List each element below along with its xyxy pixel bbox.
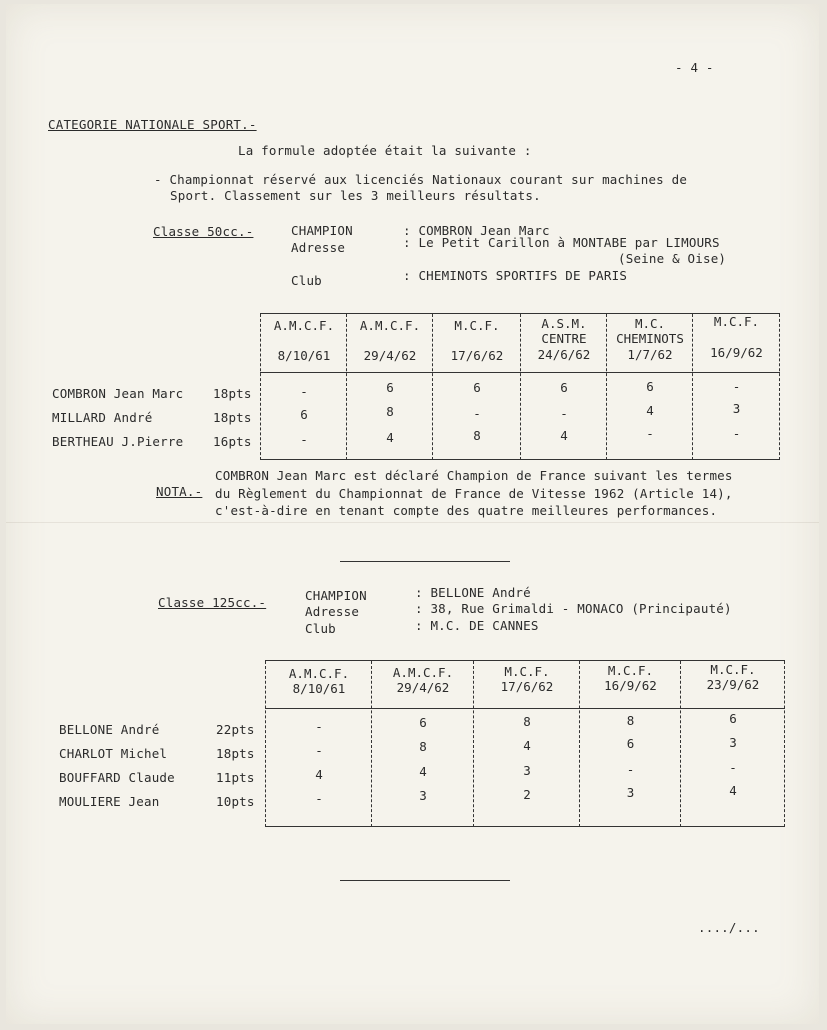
class50-col5-date: 1/7/62: [627, 347, 673, 362]
table-row-points: 18pts: [213, 410, 252, 425]
class125-address-value: : 38, Rue Grimaldi - MONACO (Principauté): [415, 601, 732, 616]
table-cell: -: [626, 762, 635, 777]
table-row-points: 16pts: [213, 434, 252, 449]
table-cell: 3: [732, 401, 741, 416]
class50-champion-value: : COMBRON Jean Marc: [403, 223, 550, 238]
table-row-name: COMBRON Jean Marc: [52, 386, 184, 401]
table-row-name: BOUFFARD Claude: [59, 770, 175, 785]
table-cell: 6: [473, 380, 481, 395]
table-row-name: CHARLOT Michel: [59, 746, 168, 761]
table-cell: -: [646, 426, 654, 441]
class125-col3-date: 17/6/62: [500, 679, 554, 694]
table-cell: -: [732, 426, 741, 441]
separator-line: [340, 880, 510, 881]
document-page: [6, 4, 819, 1024]
nota-label: NOTA.-: [156, 484, 203, 499]
class125-col4-date: 16/9/62: [604, 678, 657, 693]
table-cell: -: [560, 406, 568, 421]
class50-title: Classe 50cc.-: [153, 224, 254, 239]
class125-col1-club: A.M.C.F.: [288, 666, 350, 681]
class50-address-value2: (Seine & Oise): [618, 251, 727, 266]
class50-col6-club: M.C.F.: [713, 314, 760, 329]
class50-col4-club: A.S.M.: [541, 316, 587, 331]
table-cell: 4: [386, 430, 394, 445]
table-cell: -: [729, 760, 737, 775]
class125-col3-club: M.C.F.: [504, 664, 550, 679]
table-cell: 3: [729, 735, 737, 750]
table-cell: -: [315, 791, 323, 806]
class50-col3-club: M.C.F.: [454, 318, 500, 333]
table-cell: 2: [523, 787, 531, 802]
table-row-points: 18pts: [213, 386, 252, 401]
table-cell: 4: [315, 767, 323, 782]
table-cell: 8: [419, 739, 427, 754]
nota-line-2: du Règlement du Championnat de France de Vitesse 1962 (Article 14),: [215, 486, 733, 501]
table-cell: 3: [419, 788, 427, 803]
table-cell: -: [315, 719, 323, 734]
class50-col5-club2: CHEMINOTS: [616, 331, 684, 346]
class125-club-value: : M.C. DE CANNES: [415, 618, 539, 633]
table-row-points: 22pts: [216, 722, 255, 737]
table-cell: 3: [523, 763, 531, 778]
table-row-name: BELLONE André: [59, 722, 160, 737]
table-row-points: 11pts: [216, 770, 255, 785]
table-cell: 8: [626, 713, 635, 728]
class125-col5-date: 23/9/62: [706, 677, 760, 692]
class50-address-label: Adresse: [291, 240, 346, 255]
class50-address-value: : Le Petit Carillon à MONTABE par LIMOURS: [403, 235, 720, 250]
table-cell: -: [473, 406, 481, 421]
table-cell: 6: [300, 407, 308, 422]
table-row-name: MILLARD André: [52, 410, 153, 425]
class50-col4-club2: CENTRE: [541, 331, 587, 346]
rule-line-2: Sport. Classement sur les 3 meilleurs résultats.: [170, 188, 541, 203]
table-cell: -: [300, 384, 308, 399]
class125-col5-club: M.C.F.: [710, 662, 756, 677]
table-cell: 4: [523, 738, 531, 753]
table-row-points: 18pts: [216, 746, 255, 761]
continuation-mark: ..../...: [698, 920, 760, 935]
class125-col2-date: 29/4/62: [396, 680, 450, 695]
class50-col4-date: 24/6/62: [537, 347, 591, 362]
rule-line-1: - Championnat réservé aux licenciés Nationaux courant sur machines de: [154, 172, 688, 187]
class50-club-label: Club: [291, 273, 322, 288]
table-cell: 4: [646, 403, 654, 418]
class125-champion-value: : BELLONE André: [415, 585, 531, 600]
class125-col1-date: 8/10/61: [292, 681, 346, 696]
nota-line-1: COMBRON Jean Marc est déclaré Champion de France suivant les termes: [215, 468, 733, 483]
table-cell: 4: [419, 764, 427, 779]
class50-col1-club: A.M.C.F.: [273, 318, 335, 333]
table-cell: 6: [386, 380, 394, 395]
category-title: CATEGORIE NATIONALE SPORT.-: [48, 117, 257, 132]
table-row-name: BERTHEAU J.Pierre: [52, 434, 184, 449]
table-cell: 6: [419, 715, 427, 730]
class125-address-label: Adresse: [305, 604, 360, 619]
class125-title: Classe 125cc.-: [158, 595, 267, 610]
class50-club-value: : CHEMINOTS SPORTIFS DE PARIS: [403, 268, 628, 283]
class125-champion-label: CHAMPION: [305, 588, 367, 603]
class50-col1-date: 8/10/61: [277, 348, 331, 363]
separator-line: [340, 561, 510, 562]
class50-champion-label: CHAMPION: [291, 223, 353, 238]
class50-col3-date: 17/6/62: [450, 348, 504, 363]
table-cell: -: [315, 743, 323, 758]
table-cell: 8: [473, 428, 481, 443]
class50-col2-club: A.M.C.F.: [359, 318, 421, 333]
table-cell: 6: [646, 379, 654, 394]
class125-col2-club: A.M.C.F.: [392, 665, 454, 680]
table-cell: 4: [729, 783, 737, 798]
intro-text: La formule adoptée était la suivante :: [238, 143, 532, 158]
page-number: - 4 -: [675, 60, 714, 75]
class50-col5-club: M.C.: [634, 316, 666, 331]
table-cell: -: [732, 379, 741, 394]
nota-line-3: c'est-à-dire en tenant compte des quatre meilleures performances.: [215, 503, 718, 518]
table-cell: 6: [729, 711, 737, 726]
table-row-points: 10pts: [216, 794, 255, 809]
table-cell: 3: [626, 785, 635, 800]
class50-col2-date: 29/4/62: [363, 348, 417, 363]
class50-col6-date: 16/9/62: [710, 345, 763, 360]
table-row-name: MOULIERE Jean: [59, 794, 160, 809]
class125-club-label: Club: [305, 621, 336, 636]
table-cell: 6: [560, 380, 568, 395]
table-cell: 4: [560, 428, 568, 443]
table-cell: -: [300, 432, 308, 447]
class125-col4-club: M.C.F.: [607, 663, 654, 678]
table-cell: 6: [626, 736, 635, 751]
table-cell: 8: [523, 714, 531, 729]
table-cell: 8: [386, 404, 394, 419]
